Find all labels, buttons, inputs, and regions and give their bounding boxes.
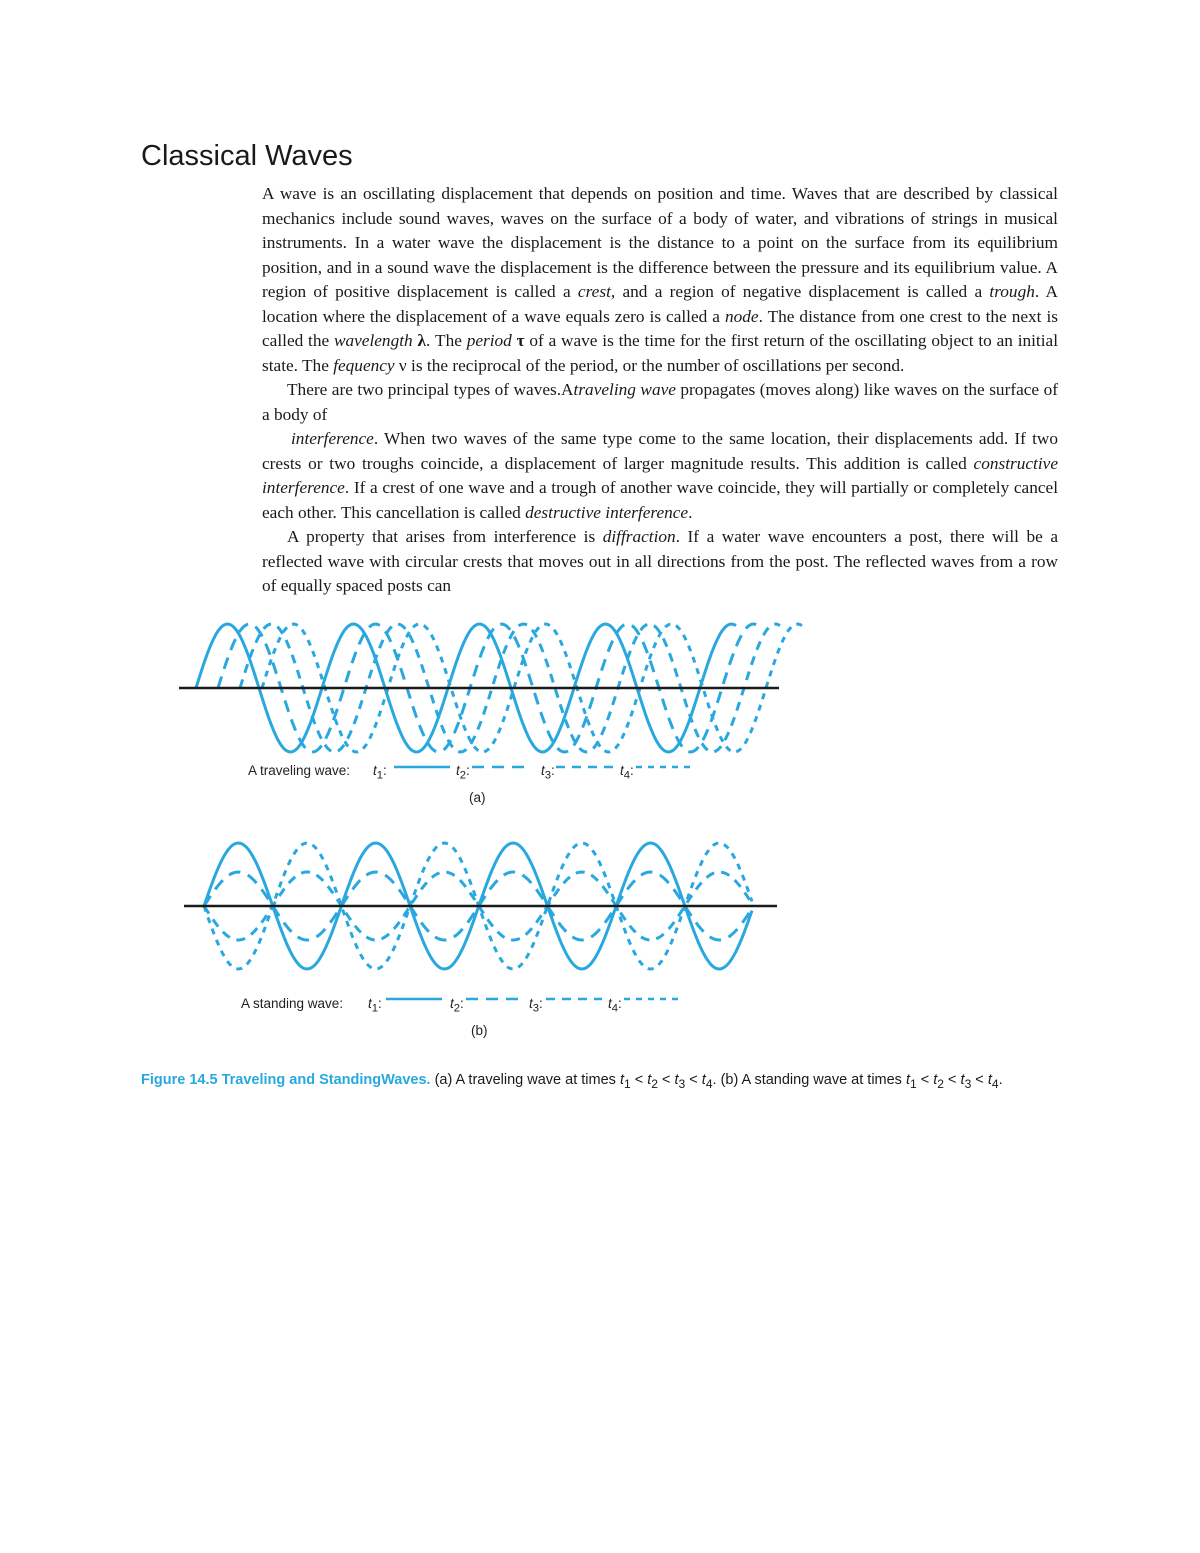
figure-caption: Figure 14.5 Traveling and StandingWaves. (a) A traveling wave at times $t_1 < t_2 < t_3 < t_4$. (b) A standing wave at times $t_1 < t_2 < t_3 < t_4$. xyxy=(141,1072,1003,1091)
panel-label-b: (b) xyxy=(471,1023,488,1038)
panel-label-a: (a) xyxy=(469,790,486,805)
legend-swatches xyxy=(386,767,696,999)
standing-legend: A standing wave: $t_1$: $t_2$: $t_3$: $t_4$: xyxy=(241,996,622,1015)
paragraph-1: A wave is an oscillating displacement that depends on position and time. Waves that are described by classical mechanics include sound waves, waves on the surface of a body of water, and vibrations of strings in musical instruments. In a water wave the displacement is the distance to a point on the surface from its equilibrium position, and in a sound wave the displacement is the difference between the pressure and its equilibrium value. A region of positive displacement is called a crest, and a region of negative displacement is called a trough. A location where the displacement of a wave equals zero is called a node. The distance from one crest to the next is called the wavelength λ. The period τ of a wave is the time for the first return of the oscillating object to an initial state. The fequency ν is the reciprocal of the period, or the number of oscillations per second. xyxy=(262,184,1059,375)
paragraph-3: interference. When two waves of the same type come to the same location, their displacements add. If two crests or two troughs coincide, a displacement of larger magnitude results. This addition is called constructive interference. If a crest of one wave and a trough of another wave coincide, they will partially or completely cancel each other. This cancellation is called destructive interference. xyxy=(262,429,1058,522)
paragraph-4: A property that arises from interference is diffraction. If a water wave encounters a post, there will be a reflected wave with circular crests that moves out in all directions from the post. The reflected waves from a row of equally spaced posts can xyxy=(262,527,1058,595)
traveling-legend: A traveling wave: $t_1$: $t_2$: $t_3$: $t_4$: xyxy=(248,763,634,782)
paragraph-2: There are two principal types of waves.Atraveling wave propagates (moves along) like waves on the surface of a body of xyxy=(262,380,1058,424)
page-title: Classical Waves xyxy=(141,140,353,172)
